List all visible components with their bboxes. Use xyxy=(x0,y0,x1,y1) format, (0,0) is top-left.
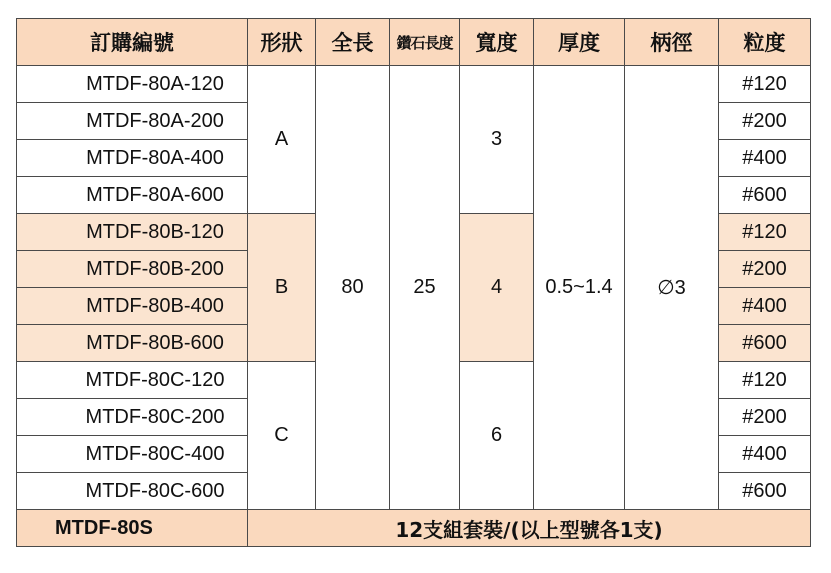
model-cell: MTDF-80B-600 xyxy=(17,325,248,362)
shape-cell-b: B xyxy=(248,214,316,362)
footer-model: MTDF-80S xyxy=(17,510,248,547)
header-width: 寬度 xyxy=(460,19,534,66)
header-total-length: 全長 xyxy=(316,19,390,66)
footer-description: 12支組套裝/(以上型號各1支) xyxy=(248,510,811,547)
model-cell: MTDF-80A-200 xyxy=(17,103,248,140)
header-shape: 形狀 xyxy=(248,19,316,66)
footer-row xyxy=(17,510,811,547)
grit-cell: #200 xyxy=(719,103,811,140)
grit-cell: #200 xyxy=(719,251,811,288)
width-cell-a: 3 xyxy=(460,66,534,214)
header-diamond-length: 鑽石長度 xyxy=(390,19,460,66)
grit-cell: #120 xyxy=(719,362,811,399)
shank-diameter-cell: ∅3 xyxy=(625,66,719,510)
thickness-cell: 0.5~1.4 xyxy=(534,66,625,510)
grit-cell: #400 xyxy=(719,288,811,325)
grit-cell: #600 xyxy=(719,473,811,510)
header-model: 訂購編號 xyxy=(17,19,248,66)
model-cell: MTDF-80B-200 xyxy=(17,251,248,288)
diamond-length-cell: 25 xyxy=(390,66,460,510)
grit-cell: #120 xyxy=(719,214,811,251)
width-cell-c: 6 xyxy=(460,362,534,510)
grit-cell: #600 xyxy=(719,325,811,362)
header-row xyxy=(17,19,811,66)
model-cell: MTDF-80C-400 xyxy=(17,436,248,473)
shape-cell-a: A xyxy=(248,66,316,214)
shape-cell-c: C xyxy=(248,362,316,510)
table-row xyxy=(17,66,811,103)
grit-cell: #200 xyxy=(719,399,811,436)
grit-cell: #400 xyxy=(719,140,811,177)
model-cell: MTDF-80B-120 xyxy=(17,214,248,251)
model-cell: MTDF-80A-400 xyxy=(17,140,248,177)
model-cell: MTDF-80C-600 xyxy=(17,473,248,510)
total-length-cell: 80 xyxy=(316,66,390,510)
model-cell: MTDF-80A-120 xyxy=(17,66,248,103)
model-cell: MTDF-80C-200 xyxy=(17,399,248,436)
model-cell: MTDF-80A-600 xyxy=(17,177,248,214)
header-grit: 粒度 xyxy=(719,19,811,66)
header-shank-diameter: 柄徑 xyxy=(625,19,719,66)
model-cell: MTDF-80C-120 xyxy=(17,362,248,399)
header-thickness: 厚度 xyxy=(534,19,625,66)
product-spec-table xyxy=(16,18,811,547)
model-cell: MTDF-80B-400 xyxy=(17,288,248,325)
grit-cell: #120 xyxy=(719,66,811,103)
spec-table-container xyxy=(16,18,811,547)
grit-cell: #600 xyxy=(719,177,811,214)
grit-cell: #400 xyxy=(719,436,811,473)
width-cell-b: 4 xyxy=(460,214,534,362)
